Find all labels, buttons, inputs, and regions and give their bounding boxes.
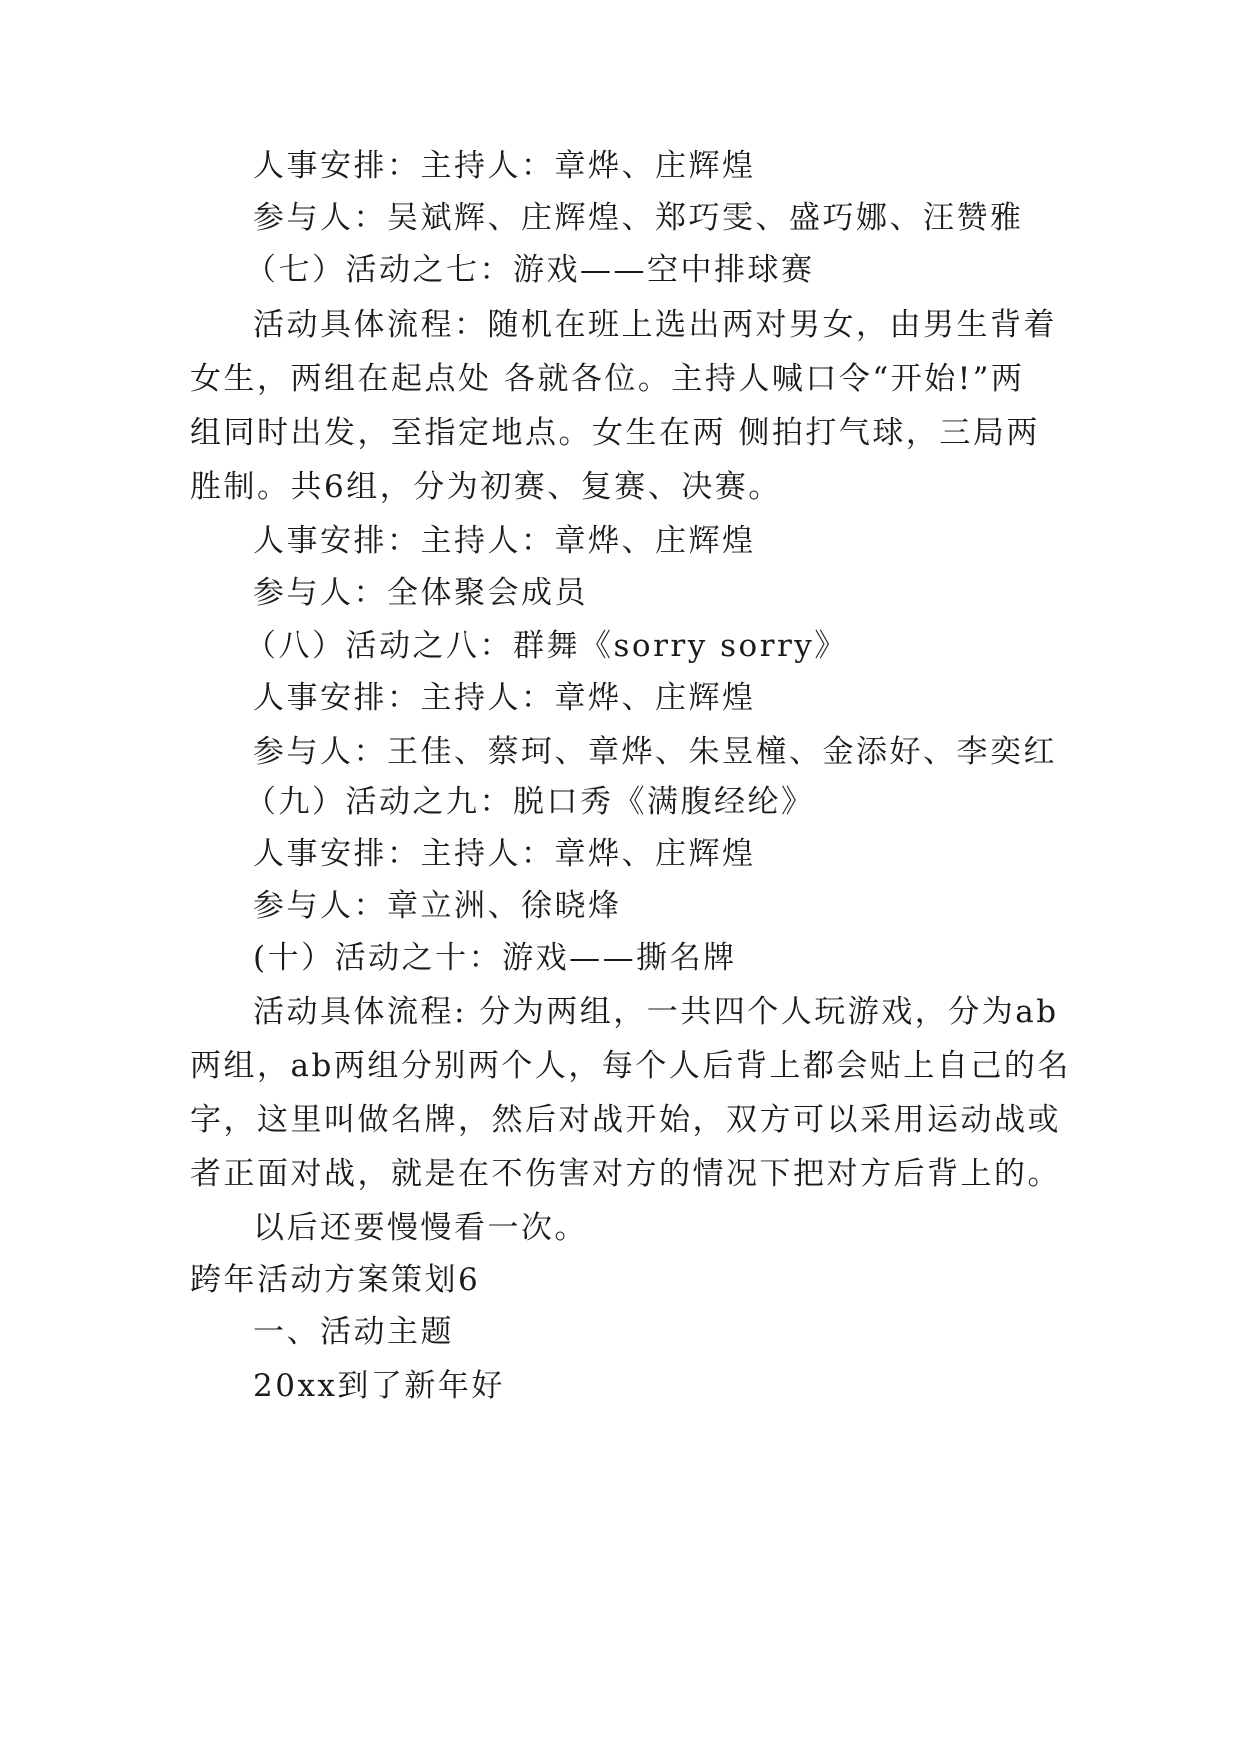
- text-line: 参与人：吴斌辉、庄辉煌、郑巧雯、盛巧娜、汪赞雅: [253, 200, 1024, 236]
- text-line: 人事安排：主持人：章烨、庄辉煌: [253, 148, 756, 184]
- section-heading: （七）活动之七：游戏——空中排球赛: [245, 252, 815, 288]
- text-line: 者正面对战，就是在不伤害对方的情况下把对方后背上的。: [190, 1156, 1061, 1192]
- section-heading: (十）活动之十：游戏——撕名牌: [253, 940, 737, 976]
- text-line: 两组，ab两组分别两个人，每个人后背上都会贴上自己的名: [190, 1048, 1071, 1084]
- document-title: 跨年活动方案策划6: [190, 1262, 481, 1298]
- text-line: 女生，两组在起点处 各就各位。主持人喊口令“开始!”两: [190, 361, 1025, 397]
- text-line: 人事安排：主持人：章烨、庄辉煌: [253, 836, 756, 872]
- text-line: 参与人：王佳、蔡珂、章烨、朱昱橦、金添好、李奕红: [253, 734, 1057, 770]
- text-line: 以后还要慢慢看一次。: [253, 1210, 588, 1246]
- section-heading: （八）活动之八：群舞《sorry sorry》: [245, 628, 848, 664]
- text-line: 胜制。共6组，分为初赛、复赛、决赛。: [190, 469, 782, 505]
- text-line: 字，这里叫做名牌，然后对战开始，双方可以采用运动战或: [190, 1102, 1061, 1138]
- text-line: 人事安排：主持人：章烨、庄辉煌: [253, 680, 756, 716]
- text-line: 组同时出发，至指定地点。女生在两 侧拍打气球，三局两: [190, 415, 1040, 451]
- text-line: 参与人：全体聚会成员: [253, 575, 588, 611]
- section-heading: （九）活动之九：脱口秀《满腹经纶》: [245, 784, 815, 820]
- text-line: 活动具体流程: 分为两组，一共四个人玩游戏，分为ab: [253, 994, 1059, 1030]
- text-line: 活动具体流程：随机在班上选出两对男女，由男生背着: [253, 307, 1057, 343]
- text-line: 20xx到了新年好: [253, 1368, 505, 1404]
- text-line: 人事安排：主持人：章烨、庄辉煌: [253, 523, 756, 559]
- text-line: 参与人：章立洲、徐晓烽: [253, 888, 622, 924]
- section-heading: 一、活动主题: [253, 1314, 454, 1350]
